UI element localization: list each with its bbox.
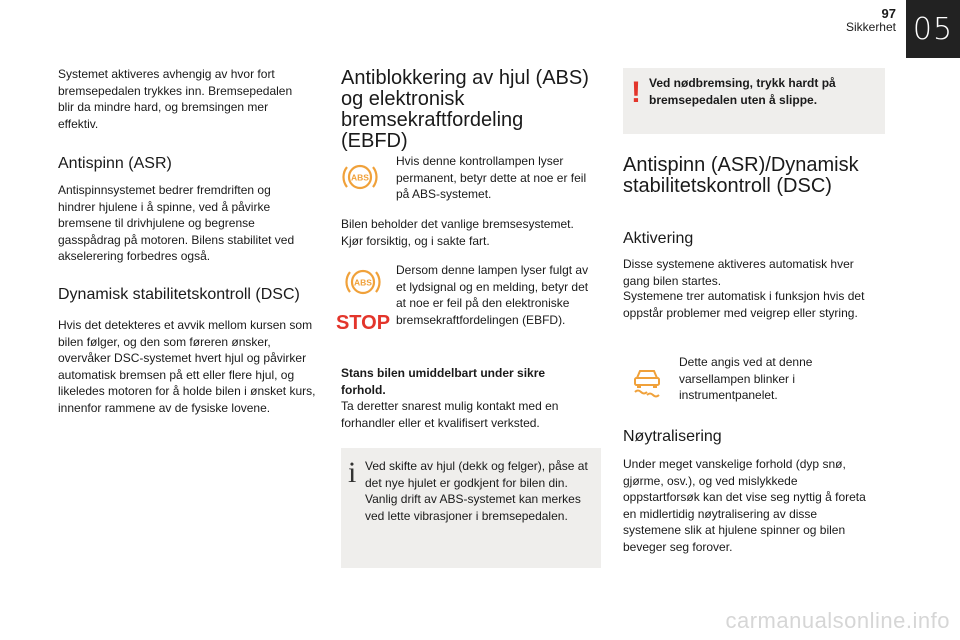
deactivation-paragraph: Under meget vanskelige forhold (dyp snø, gjørme, osv.), og ved mislykkede oppstartforsøk kan det vise seg nyttig å foreta en midlertidig nøytralisering av disse systemene slik at hjulene spinner og bilen beveger seg forover. [623, 457, 866, 554]
abs-warning-lamp-icon-2 [340, 264, 386, 300]
lamp-blink-paragraph: Dette angis ved at denne varsellampen blinker i instrumentpanelet. [679, 355, 813, 402]
abs-warning-lamp-icon [340, 159, 380, 195]
chapter-tab: 05 [906, 0, 960, 58]
warning-paragraph: Ved nødbremsing, trykk hardt på bremsepedalen uten å slippe. [649, 76, 836, 107]
abs-ebfd-heading: Antiblokkering av hjul (ABS) og elektronisk bremsekraftfordeling (EBFD) [341, 67, 589, 152]
abs-lamp-label-2: ABS [354, 277, 372, 288]
section-title: Sikkerhet [845, 20, 896, 34]
info-box [341, 448, 601, 568]
activation-heading: Aktivering [623, 230, 694, 247]
watermark: carmanualsonline.info [725, 608, 950, 633]
asr-paragraph: Antispinnsystemet bedrer fremdriften og hindrer hjulene i å spinne, ved å påvirke bremsene til drivhjulene og begrense gasspådrag på motoren. Bilens stabilitet ved akselerering forbedres også. [58, 183, 295, 263]
dsc-heading: Dynamisk stabilitetskontroll (DSC) [58, 286, 300, 303]
stop-lamp-paragraph: Dersom denne lampen lyser fulgt av et lydsignal og en melding, betyr det at noe er feil på den elektroniske bremsekraftfordelingen (EBFD). [396, 263, 589, 327]
activation-paragraph-2: Systemene trer automatisk i funksjon hvis det oppstår problemer med veigrep eller styring. [623, 289, 865, 320]
warning-box [623, 68, 885, 134]
stability-control-lamp-icon [630, 364, 664, 398]
info-icon: i [348, 456, 357, 489]
brake-system-paragraph: Bilen beholder det vanlige bremsesystemet. Kjør forsiktig, og i sakte fart. [341, 217, 574, 248]
contact-dealer-paragraph: Ta deretter snarest mulig kontakt med en forhandler eller et kvalifisert verksted. [341, 399, 559, 430]
dsc-paragraph: Hvis det detekteres et avvik mellom kursen som bilen følger, og den som føreren ønsker, overvåker DSC-systemet hvert hjul og påvirker automatisk bremsen på ett eller flere hjul, og likeledes motoren for å holde bilen i ønsket kurs, innenfor rammene av de fysiske lovene. [58, 318, 316, 415]
exclamation-icon: ! [631, 76, 641, 109]
asr-heading: Antispinn (ASR) [58, 155, 172, 172]
abs-lamp-label: ABS [351, 172, 369, 183]
stop-lamp-label: STOP [335, 312, 391, 334]
activation-paragraph-1: Disse systemene aktiveres automatisk hver gang bilen startes. [623, 257, 854, 288]
stop-warning-lamp-icon [335, 309, 391, 334]
info-paragraph: Ved skifte av hjul (dekk og felger), påse at det nye hjulet er godkjent for bilen din. Vanlig drift av ABS-systemet kan merkes ved lette vibrasjoner i bremsepedalen. [365, 459, 588, 523]
asr-dsc-heading: Antispinn (ASR)/Dynamisk stabilitetskontroll (DSC) [623, 154, 859, 197]
intro-paragraph: Systemet aktiveres avhengig av hvor fort bremsepedalen trykkes inn. Bremsepedalen blir da mindre hard, og bremsingen mer effektiv. [58, 67, 293, 131]
stop-car-warning: Stans bilen umiddelbart under sikre forhold. [341, 366, 546, 397]
page-number: 97 [881, 6, 896, 21]
deactivation-heading: Nøytralisering [623, 428, 722, 445]
abs-lamp-paragraph: Hvis denne kontrollampen lyser permanent, betyr dette at noe er feil på ABS-systemet. [396, 154, 587, 201]
